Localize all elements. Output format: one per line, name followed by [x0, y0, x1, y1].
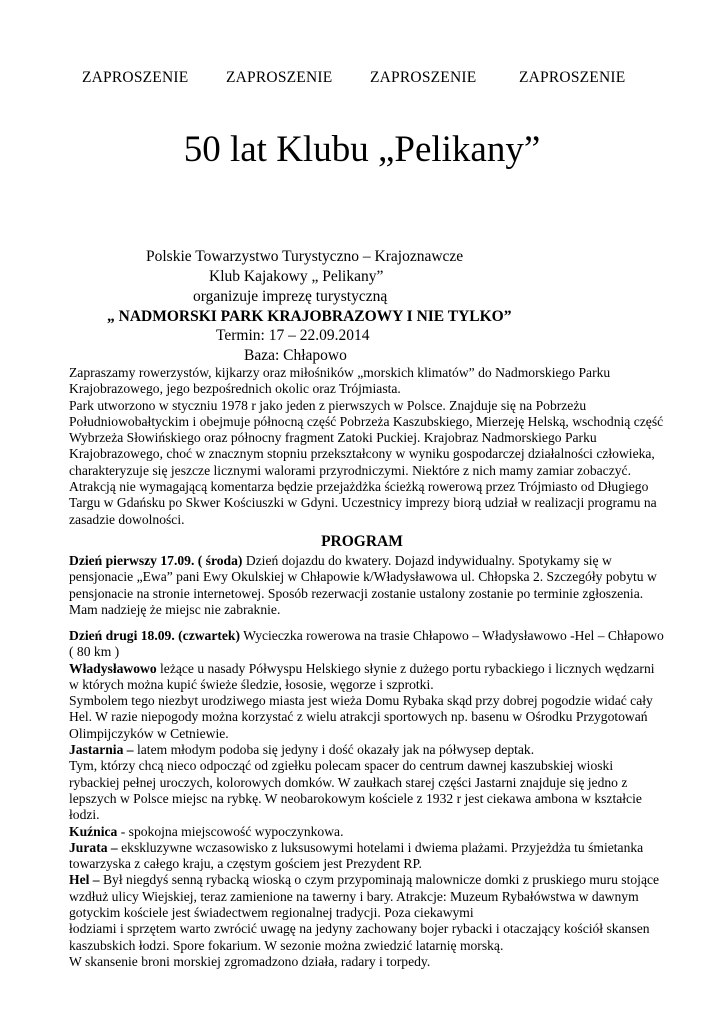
jurata-line: towarzyska z całego kraju, a częstym gościem jest Prezydent RP.	[69, 856, 422, 872]
jastarnia-first-line	[69, 742, 669, 758]
intro-line: Wybrzeża Słowińskiego oraz północny fragment Zatoki Puckiej. Krajobraz Nadmorskiego Parku	[69, 430, 597, 446]
invitation-word: ZAPROSZENIE	[519, 69, 626, 86]
kuznica-text: - spokojna miejscowość wypoczynkowa.	[117, 823, 344, 839]
event-name: „ NADMORSKI PARK KRAJOBRAZOWY I NIE TYLKO”	[107, 308, 512, 325]
hel-label: Hel –	[69, 872, 100, 888]
intro-line: Krajobrazowego, jego bezpośrednich okolic oraz Trójmiasta.	[69, 381, 401, 397]
day1-line: pensjonacie „Ewa” pani Ewy Okulskiej w Chłapowie k/Władysławowa ul. Chłopska 2. Szczegóły pobytu w	[69, 569, 657, 585]
jurata-label: Jurata –	[69, 839, 118, 855]
day1-line: Mam nadzieję że miejsc nie zabraknie.	[69, 601, 281, 617]
invitation-word: ZAPROSZENIE	[226, 69, 333, 86]
invitation-word: ZAPROSZENIE	[82, 69, 189, 86]
jastarnia-text: latem młodym podoba się jedyny i dość okazały jak na półwysep deptak.	[133, 742, 535, 758]
intro-text	[69, 365, 669, 528]
hel-line: W skansenie broni morskiej zgromadzono działa, radary i torpedy.	[69, 953, 431, 969]
intro-line: Zapraszamy rowerzystów, kijkarzy oraz miłośników „morskich klimatów” do Nadmorskiego Parku	[69, 365, 611, 380]
day1-first-line	[69, 553, 669, 569]
intro-line: Południowobałtyckim i obejmuje północną część Pobrzeża Kaszubskiego, Mierzeję Helską, wschodnią część	[69, 413, 664, 429]
hel-line: kaszubskich łodzi. Spore fokarium. W sezonie można zwiedzić latarnię morską.	[69, 937, 504, 953]
invitation-header-row	[0, 69, 724, 89]
club-name: Klub Kajakowy „ Pelikany”	[209, 268, 384, 285]
organizer-name: Polskie Towarzystwo Turystyczno – Krajoznawcze	[146, 248, 464, 265]
intro-line: Park utworzono w styczniu 1978 r jako jeden z pierwszych w Polsce. Znajduje się na Pobrzeżu	[69, 397, 587, 413]
wladyslawowo-line: Hel. W razie niepogody można korzystać z wielu atrakcji sportowych np. basenu w Ośrodku Przygotowań	[69, 709, 648, 725]
hel-line: łodziami i sprzętem warto zwrócić uwagę na jedyny zachowany bojer rybacki i otaczający kościół skansen	[69, 921, 650, 937]
intro-line: Targu w Gdańsku po Skwer Kościuszki w Gdyni. Uczestnicy imprezy biorą udział w realizacji programu na	[69, 495, 657, 511]
event-date: Termin: 17 – 22.09.2014	[216, 327, 370, 344]
wladyslawowo-line: Symbolem tego niezbyt urodziwego miasta jest wieża Domu Rybaka skąd przy dobrej pogodzie widać cały	[69, 693, 653, 709]
jastarnia-line: Tym, którzy chcą nieco odpocząć od zgiełku polecam spacer do centrum dawnej kaszubskiej wioski	[69, 758, 614, 774]
jastarnia-label: Jastarnia –	[69, 742, 134, 758]
day2-section	[69, 628, 669, 970]
day1-line: pensjonacie na stronie internetowej. Sposób rezerwacji zostanie ustalony zostanie po terminie zgłoszenia.	[69, 585, 644, 601]
hel-line: wzdłuż ulicy Wiejskiej, teraz zamienione na tawerny i bary. Atrakcje: Muzeum Rybałówstwa w dawnym	[69, 888, 639, 904]
day1-label: Dzień pierwszy 17.09. ( środa)	[69, 553, 243, 568]
event-base: Baza: Chłapowo	[244, 347, 347, 364]
day2-label: Dzień drugi 18.09. (czwartek)	[69, 628, 241, 643]
jurata-text: ekskluzywne wczasowisko z luksusowymi hotelami i dwiema plażami. Przyjeżdża tu śmietanka	[117, 839, 644, 855]
wladyslawowo-text: leżące u nasady Półwyspu Helskiego słynie z dużego portu rybackiego i licznych wędzarni	[156, 660, 655, 676]
organizes-line: organizuje imprezę turystyczną	[193, 288, 388, 305]
jastarnia-line: lepszych w Polsce miejsc na rybkę. W neobarokowym kościele z 1932 r jest ciekawa ambona w kształcie	[69, 790, 642, 806]
kuznica-line	[69, 824, 669, 840]
program-heading: PROGRAM	[321, 533, 403, 550]
wladyslawowo-label: Władysławowo	[69, 660, 157, 676]
intro-line: charakteryzuje się jeszcze licznymi walorami przyrodniczymi. Niektóre z nich mamy zamiar zobaczyć.	[69, 462, 631, 478]
intro-line: zasadzie dowolności.	[69, 511, 185, 527]
hel-first-line	[69, 872, 669, 888]
jastarnia-line: rybackiej pełnej uroczych, kolorowych domków. W zaułkach starej części Jastarni znajduje się jedno z	[69, 774, 628, 790]
invitation-word: ZAPROSZENIE	[370, 69, 477, 86]
jurata-first-line	[69, 840, 669, 856]
wladyslawowo-line: w których można kupić świeże śledzie, łososie, węgorze i szprotki.	[69, 676, 434, 692]
intro-line: Atrakcją nie wymagającą komentarza będzie przejażdżka ścieżką rowerową przez Trójmiasto od Długiego	[69, 479, 649, 495]
kuznica-label: Kuźnica	[69, 823, 118, 839]
jastarnia-line: łodzi.	[69, 807, 100, 823]
intro-line: Krajobrazowego, choć w znacznym stopniu przekształcony w wyniku gospodarczej działalności człowieka,	[69, 446, 655, 462]
page-title: 50 lat Klubu „Pelikany”	[183, 129, 541, 170]
day2-first-line	[69, 628, 669, 644]
hel-line: gotyckim kościele jest świadectwem regionalnej tradycji. Poza ciekawymi	[69, 905, 474, 921]
hel-text: Był niegdyś senną rybacką wioską o czym przypominają malownicze domki z pruskiego muru stojące	[99, 872, 660, 888]
day1-text: Dzień dojazdu do kwatery. Dojazd indywidualny. Spotykamy się w	[242, 553, 612, 568]
day1-section	[69, 553, 669, 618]
wladyslawowo-first-line	[69, 661, 669, 677]
day2-distance: ( 80 km )	[69, 644, 120, 660]
day2-text: Wycieczka rowerowa na trasie Chłapowo – Władysławowo -Hel – Chłapowo	[240, 628, 664, 643]
wladyslawowo-line: Olimpijczyków w Cetniewie.	[69, 725, 229, 741]
